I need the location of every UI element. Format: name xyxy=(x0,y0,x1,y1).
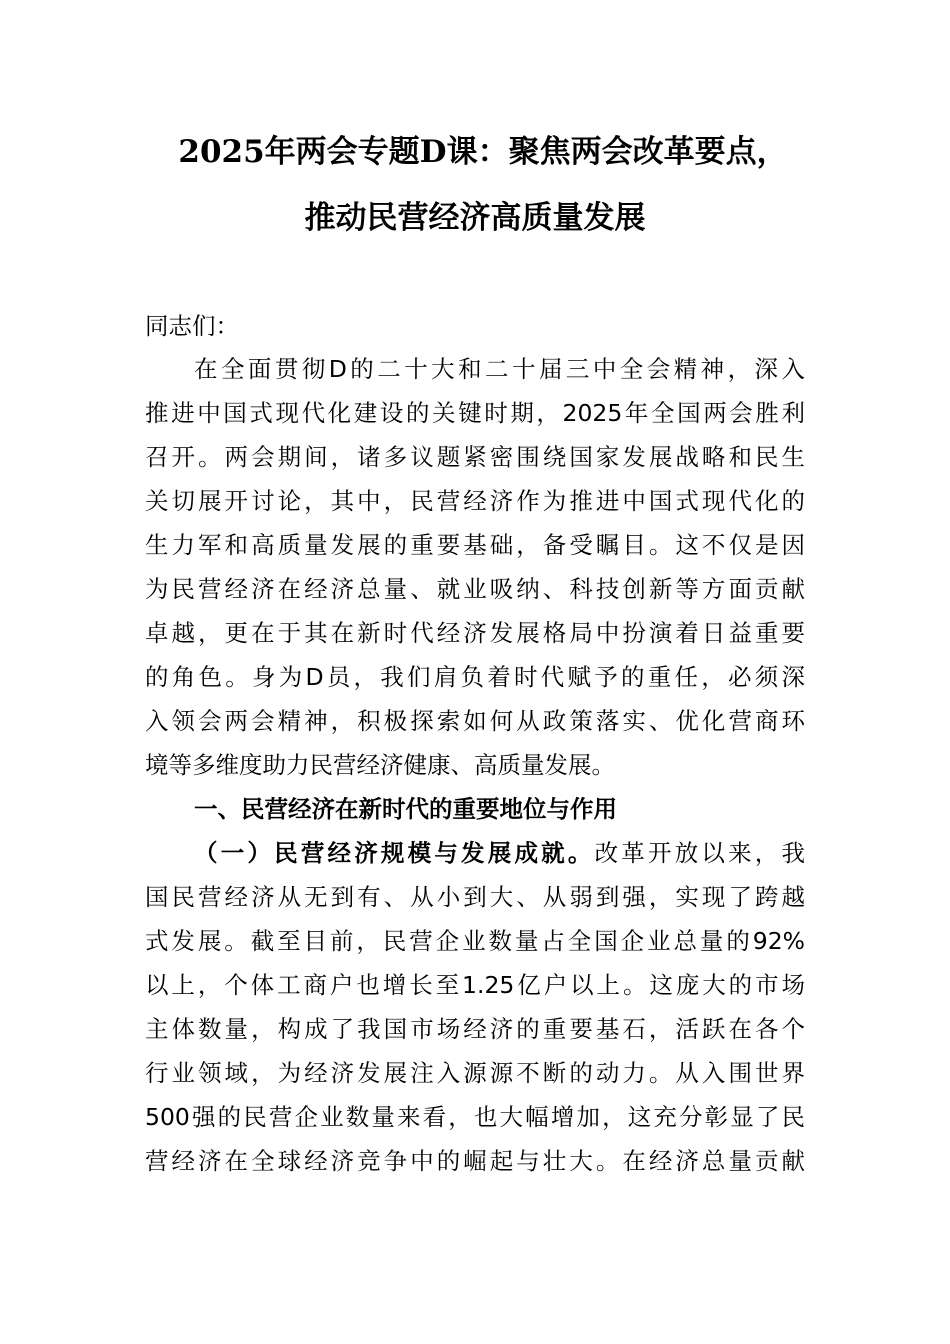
body-line: 式发展。截至目前，民营企业数量占全国企业总量的92% xyxy=(145,927,805,955)
body-line: 国民营经济从无到有、从小到大、从弱到强，实现了跨越 xyxy=(145,883,805,911)
intro-line: 推进中国式现代化建设的关键时期，2025年全国两会胜利 xyxy=(145,399,805,427)
document-title-line-2: 推动民营经济高质量发展 xyxy=(304,200,646,236)
document-title-line-1: 2025年两会专题D课：聚焦两会改革要点， xyxy=(178,134,788,170)
body-line: 主体数量，构成了我国市场经济的重要基石，活跃在各个 xyxy=(145,1015,805,1043)
body-line: 行业领域，为经济发展注入源源不断的动力。从入围世界 xyxy=(145,1059,805,1087)
body-line: 500强的民营企业数量来看，也大幅增加，这充分彰显了民 xyxy=(145,1103,805,1131)
intro-line: 召开。两会期间，诸多议题紧密围绕国家发展战略和民生 xyxy=(145,443,805,471)
intro-line: 生力军和高质量发展的重要基础，备受瞩目。这不仅是因 xyxy=(145,531,805,559)
intro-line: 为民营经济在经济总量、就业吸纳、科技创新等方面贡献 xyxy=(145,575,805,603)
intro-line: 在全面贯彻D的二十大和二十届三中全会精神，深入 xyxy=(194,355,805,383)
body-line: 营经济在全球经济竞争中的崛起与壮大。在经济总量贡献 xyxy=(145,1147,805,1175)
section-heading: 一、民营经济在新时代的重要地位与作用 xyxy=(194,795,617,823)
intro-line: 关切展开讨论，其中，民营经济作为推进中国式现代化的 xyxy=(145,487,805,515)
subsection-heading: （一）民营经济规模与发展成就。 xyxy=(194,839,595,867)
body-line: 以上，个体工商户也增长至1.25亿户以上。这庞大的市场 xyxy=(145,971,805,999)
salutation: 同志们： xyxy=(145,312,239,340)
intro-line: 卓越，更在于其在新时代经济发展格局中扮演着日益重要 xyxy=(145,619,805,647)
intro-line: 的角色。身为D员，我们肩负着时代赋予的重任，必须深 xyxy=(145,663,805,691)
intro-line: 境等多维度助力民营经济健康、高质量发展。 xyxy=(145,751,615,779)
subsection-first-line xyxy=(194,837,805,869)
subsection-first-line-text: 改革开放以来，我 xyxy=(594,839,806,867)
intro-line: 入领会两会精神，积极探索如何从政策落实、优化营商环 xyxy=(145,707,805,735)
